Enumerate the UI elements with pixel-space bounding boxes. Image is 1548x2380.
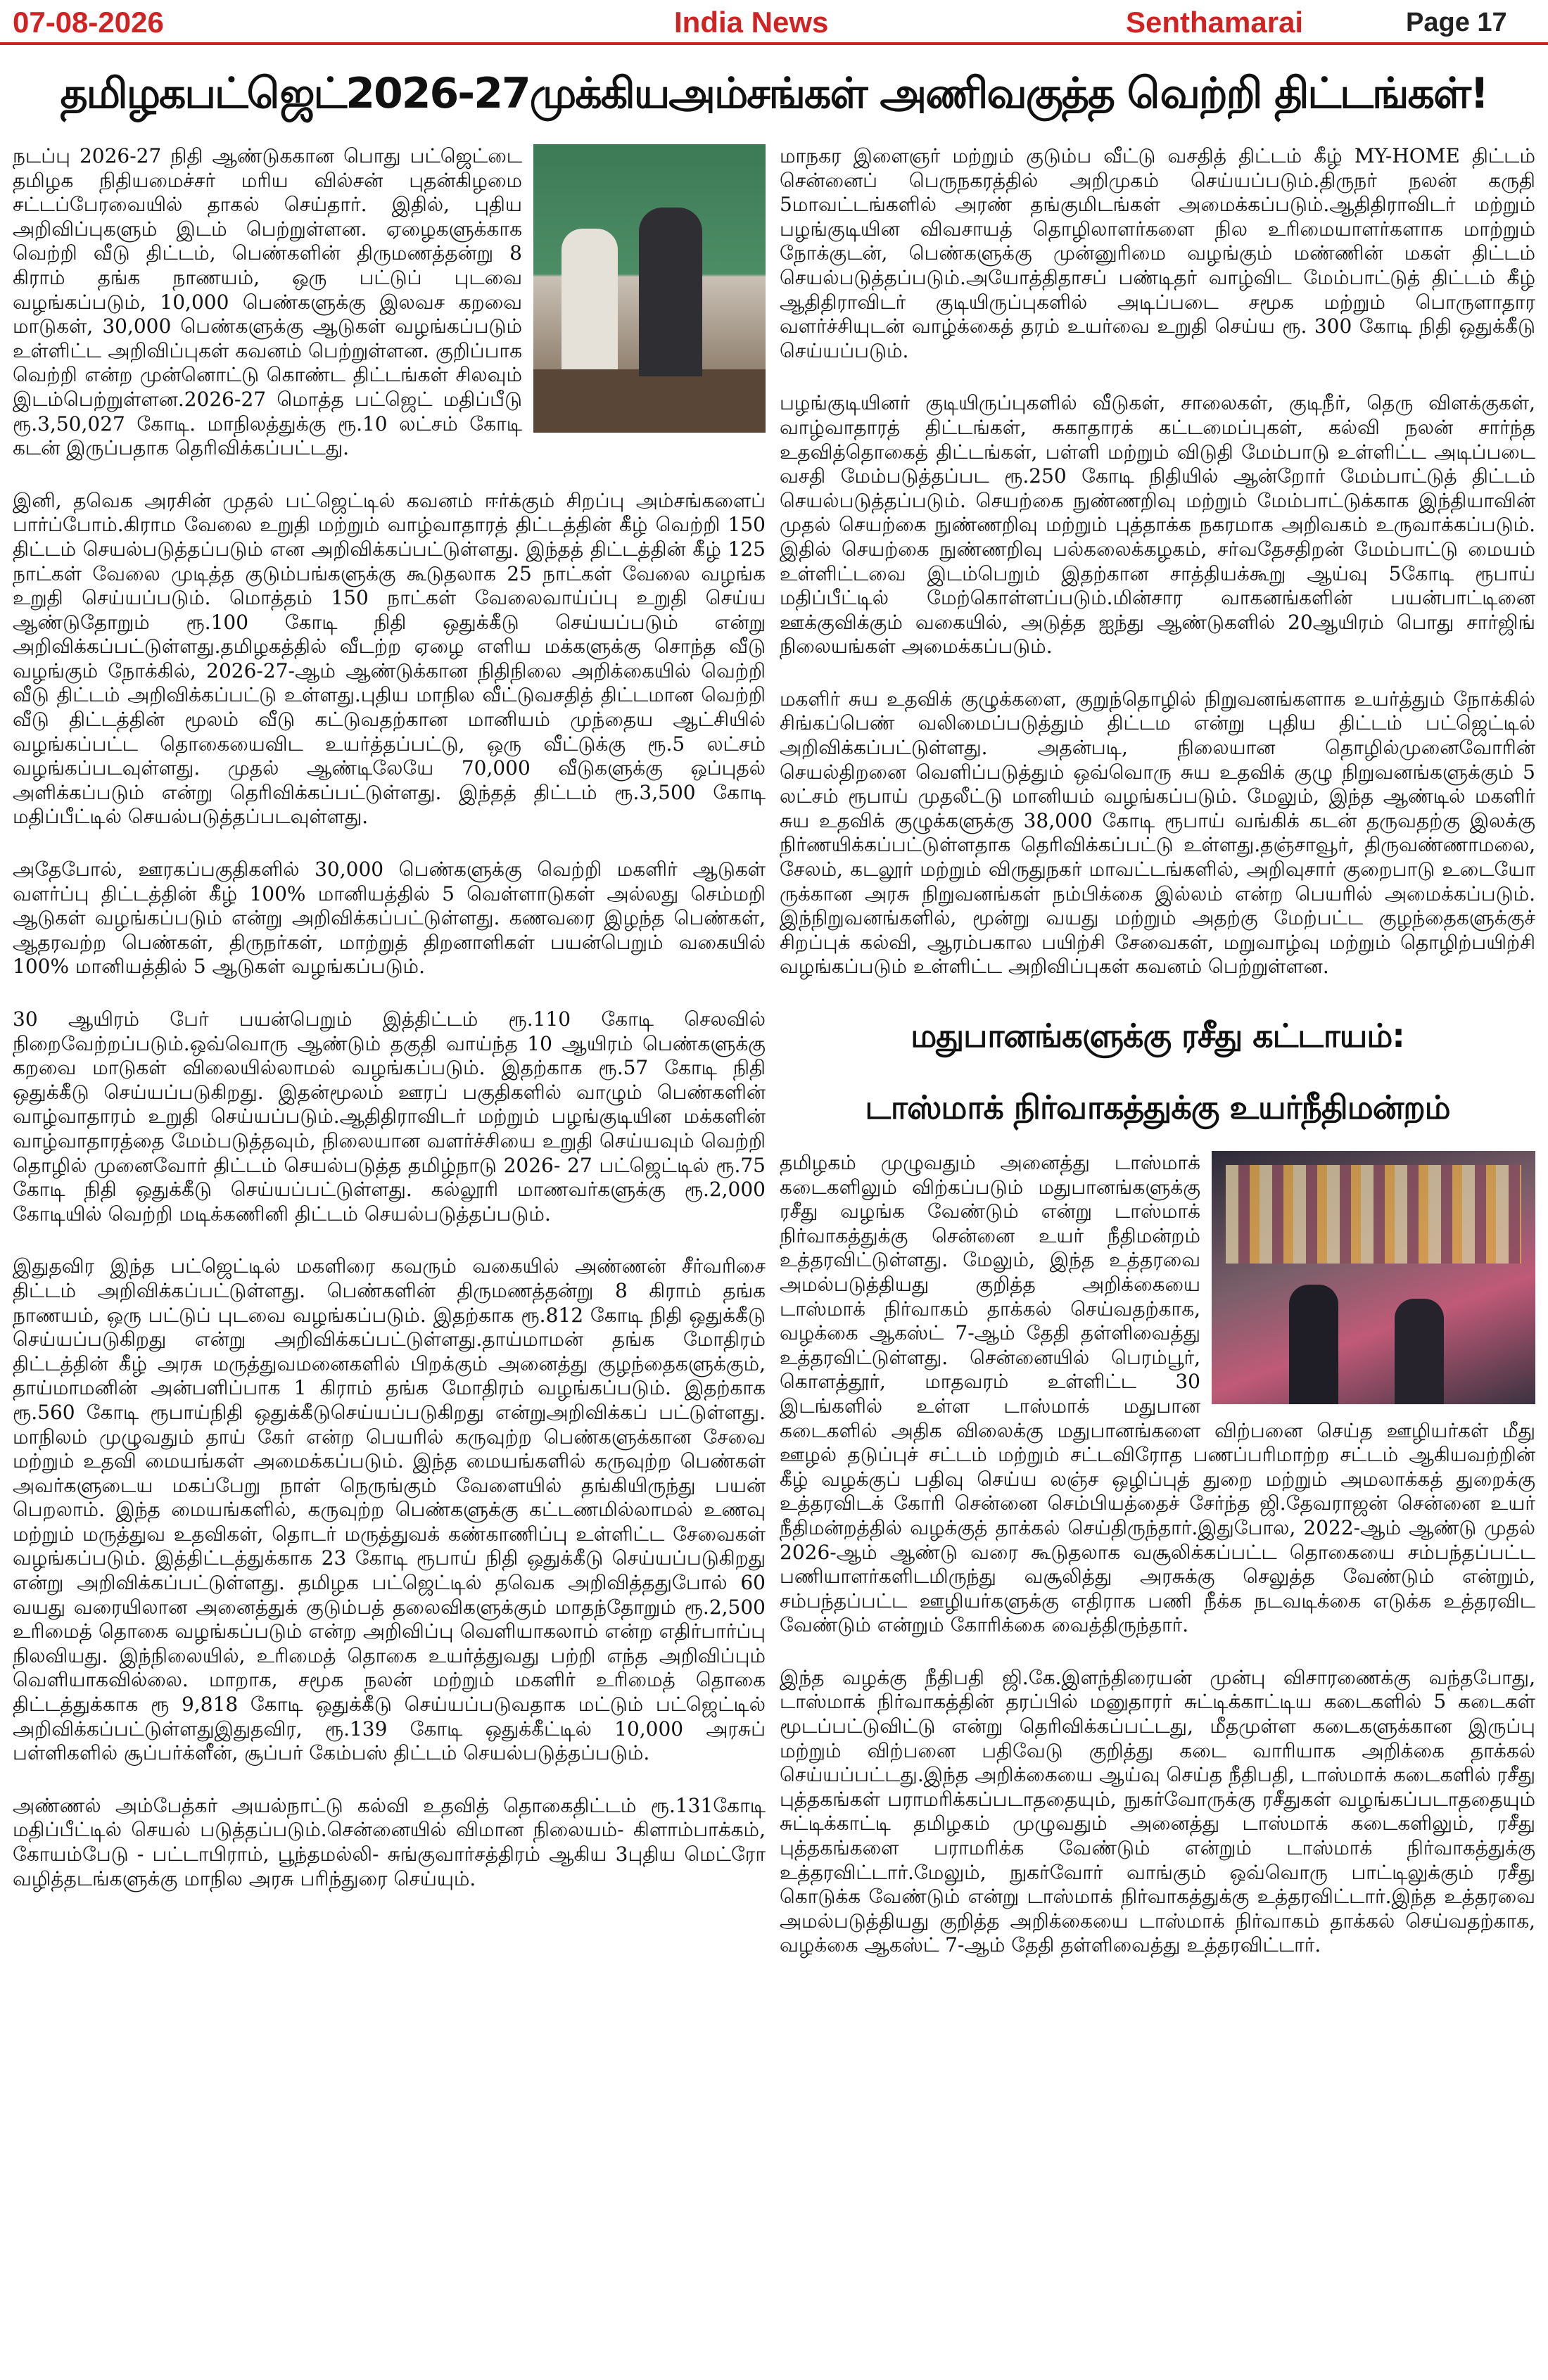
page-header xyxy=(0,0,1548,46)
photo-person-shape xyxy=(1395,1299,1444,1404)
issue-date: 07-08-2026 xyxy=(13,6,164,39)
article-paragraph: அதேபோல், ஊரகப்பகுதிகளில் 30,000 பெண்களுக்கு வெற்றி மகளிர் ஆடுகள் வளர்ப்பு திட்டத்தின் கீழ் 100% மானியத்தில் 5 வெள்ளாடுகள் அல்லது செம்மறி ஆடுகள் வழங்கப்படும் என்று அறிவிக்கப்பட்டுள்ளது. கணவரை இழந்த பெண்கள், ஆதரவற்ற பெண்கள், திருநர்கள், மாற்றுத் திறனாளிகள் பயன்பெறும் வகையில் 100% மானியத்தில் 5 ஆடுகள் வழங்கப்படும். xyxy=(13,858,766,979)
assembly-budget-presentation-photo xyxy=(533,144,766,433)
paper-name: Senthamarai xyxy=(1126,6,1304,39)
photo-shelves-shape xyxy=(1226,1165,1521,1264)
photo-person-shape xyxy=(639,208,702,376)
article-paragraph: இதுதவிர இந்த பட்ஜெட்டில் மகளிரை கவரும் வகையில் அண்ணன் சீர்வரிசை திட்டம் அறிவிக்கப்பட்டுள்ளது. பெண்களின் திருமணத்தன்று 8 கிராம் தங்க நாணயம், ஒரு பட்டுப் புடவை வழங்கப்படும். இதற்காக ரூ.812 கோடி நிதி ஒதுக்கீடு செய்யப்படுகிறது என்று அறிவிக்கப்பட்டுள்ளது.தாய்மாமன் தங்க மோதிரம் திட்டத்தின் கீழ் அரசு மருத்துவமனைகளில் பிறக்கும் அனைத்து குழந்தைகளுக்கும், தாய்மாமனின் அன்பளிப்பாக 1 கிராம் தங்க மோதிரம் வழங்கப்படும். இதற்காக ரூ.560 கோடி ரூபாய்நிதி ஒதுக்கீடுசெய்யப்படுகிறது என்றுஅறிவிக்கப் பட்டுள்ளது. மாநிலம் முழுவதும் தாய் கேர் என்ற பெயரில் கருவுற்ற பெண்களுக்கான சேவை மற்றும் உதவி மையங்கள் அமைக்கப்படும். இந்த மையங்களில் கருவுற்ற பெண்கள் அவர்களுடைய மகப்பேறு நாள் நெருங்கும் வேளையில் தங்கியிருந்து பயன் பெறலாம். இந்த மையங்களில், கருவுற்ற பெண்களுக்கு கட்டணமில்லாமல் உணவு மற்றும் மருத்துவ உதவிகள், தொடர் மருத்துவக் கண்காணிப்பு உள்ளிட்ட சேவைகள் வழங்கப்படும். இத்திட்டத்துக்காக 23 கோடி ரூபாய் நிதி ஒதுக்கீடு செய்யப்படுகிறது என்று அறிவிக்கப்பட்டுள்ளது. தமிழக பட்ஜெட்டில் தவெக அறிவித்ததுபோல் 60 வயது வரையிலான அனைத்துக் குடும்பத் தலைவிகளுக்கும் மாதந்தோறும் ரூ.2,500 உரிமைத் தொகை வழங்கப்படும் என்ற அறிவிப்பு வெளியாகலாம் என்ற எதிர்பார்ப்பு நிலவியது. இந்நிலையில், உரிமைத் தொகை உயர்த்துவது பற்றி எந்த அறிவிப்பும் வெளியாகவில்லை. மாறாக, சமூக நலன் மற்றும் மகளிர் உரிமைத் தொகை திட்டத்துக்காக ரூ 9,818 கோடி ஒதுக்கீடு செய்யப்படுவதாக மட்டும் பட்ஜெட்டில் அறிவிக்கப்பட்டுள்ளதுஇதுதவிர, ரூ.139 கோடி ஒதுக்கீட்டில் 10,000 அரசுப் பள்ளிகளில் சூப்பர்க்ளீன், சூப்பர் கேம்பஸ் திட்டம் செயல்படுத்தப்படும். xyxy=(13,1254,766,1765)
article-paragraph: பழங்குடியினர் குடியிருப்புகளில் வீடுகள், சாலைகள், குடிநீர், தெரு விளக்குகள், வாழ்வாதாரத் திட்டங்கள், சுகாதாரக் கட்டமைப்புகள், கல்வி நலன் சார்ந்த உதவித்தொகைத் திட்டங்கள், பள்ளி மற்றும் விடுதி மேம்பாடு உள்ளிட்ட அடிப்படை வசதி மேம்படுத்தப்பட ரூ.250 கோடி நிதியில் ஆன்றோர் மேம்பாட்டுத் திட்டம் செயல்படுத்தப்படும். செயற்கை நுண்ணறிவு மற்றும் மேம்பாட்டுக்காக இந்தியாவின் முதல் செயற்கை நுண்ணறிவு மற்றும் புத்தாக்க நகரமாக அறிவகம் உருவாக்கப்படும். இதில் செயற்கை நுண்ணறிவு பல்கலைக்கழகம், சர்வதேசதிறன் மேம்பாட்டு மையம் உள்ளிட்டவை இடம்பெறும் இதற்கான சாத்தியக்கூறு ஆய்வு 5கோடி ரூபாய் மதிப்பீட்டில் மேற்கொள்ளப்படும்.மின்சார வாகனங்களின் பயன்பாட்டினை ஊக்குவிக்கும் வகையில், அடுத்த ஐந்து ஆண்டுகளில் 20ஆயிரம் பொது சார்ஜிங் நிலையங்கள் அமைக்கப்படும். xyxy=(780,391,1535,658)
article2-headline-line2: டாஸ்மாக் நிர்வாகத்துக்கு உயர்நீதிமன்றம் xyxy=(865,1088,1450,1126)
article-paragraph: தமிழகம் முழுவதும் அனைத்து டாஸ்மாக் கடைகளிலும் விற்கப்படும் மதுபானங்களுக்கு ரசீது வழங்க வேண்டும் என்று டாஸ்மாக் நிர்வாகத்துக்கு சென்னை உயர் நீதிமன்றம் உத்தரவிட்டுள்ளது. மேலும், இந்த உத்தரவை அமல்படுத்தியது குறித்த அறிக்கையை டாஸ்மாக் நிர்வாகம் தாக்கல் செய்வதற்காக, வழக்கை ஆகஸ்ட் 7-ஆம் தேதி தள்ளிவைத்து உத்தரவிட்டுள்ளது. சென்னையில் பெரம்பூர், கொளத்தூர், மாதவரம் உள்ளிட்ட 30 இடங்களில் உள்ள டாஸ்மாக் மதுபான கடைகளில் அதிக விலைக்கு மதுபானங்களை விற்பனை செய்த ஊழியர்கள் மீது ஊழல் தடுப்புச் சட்டம் மற்றும் சட்டவிரோத பணப்பரிமாற்ற சட்டம் ஆகியவற்றின் கீழ் வழக்குப் பதிவு செய்ய லஞ்ச ஒழிப்புத் துறை மற்றும் அமலாக்கத் துறைக்கு உத்தரவிடக் கோரி சென்னை செம்பியத்தைச் சேர்ந்த ஜி.தேவராஜன் சென்னை உயர் நீதிமன்றத்தில் வழக்குத் தாக்கல் செய்திருந்தார்.இதுபோல, 2022-ஆம் ஆண்டு முதல் 2026-ஆம் ஆண்டு வரை கூடுதலாக வசூலிக்கப்பட்ட தொகையை சம்பந்தப்பட்ட பணியாளர்களிடமிருந்து வசூலித்து அரசுக்கு செலுத்த வேண்டும் என்றும், சம்பந்தப்பட்ட ஊழியர்களுக்கு எதிராக பணி நீக்க நடவடிக்கை எடுக்க உத்தரவிட வேண்டும் என்றும் கோரிக்கை வைத்திருந்தார். xyxy=(780,1151,1535,1637)
article-paragraph: மாநகர இளைஞர் மற்றும் குடும்ப வீட்டு வசதித் திட்டம் கீழ் MY-HOME திட்டம் சென்னைப் பெருநகரத்தில் அறிமுகம் செய்யப்படும்.திருநர் நலன் கருதி 5மாவட்டங்களில் அரண் தங்குமிடங்கள் அமைக்கப்படும்.ஆதிதிராவிடர் மற்றும் பழங்குடியின விவசாயத் தொழிலாளர்களை நில உரிமையாளர்களாக மாற்றும் நோக்குடன், பெண்களுக்கு முன்னுரிமை வழங்கும் மண்ணின் மகள் திட்டம் செயல்படுத்தப்படும்.அயோத்திதாசப் பண்டிதர் வாழ்விட மேம்பாட்டுத் திட்டம் கீழ் ஆதிதிராவிடர் குடியிருப்புகளில் அடிப்படை சமூக மற்றும் பொருளாதார வளர்ச்சியுடன் வாழ்க்கைத் தரம் உயர்வை உறுதி செய்ய ரூ. 300 கோடி நிதி ஒதுக்கீடு செய்யப்படும். xyxy=(780,144,1535,362)
photo-person-shape xyxy=(1289,1285,1338,1404)
header-rule xyxy=(0,42,1548,45)
column-left xyxy=(13,144,766,2374)
page-number: Page 17 xyxy=(1406,8,1507,37)
photo-person-shape xyxy=(562,229,618,369)
article-paragraph: அண்ணல் அம்பேத்கர் அயல்நாட்டு கல்வி உதவித் தொகைதிட்டம் ரூ.131கோடி மதிப்பீட்டில் செயல் படுத்தப்படும்.சென்னையில் விமான நிலையம்- கிளாம்பாக்கம், கோயம்பேடு - பட்டாபிராம், பூந்தமல்லி- சுங்குவார்சத்திரம் ஆகிய 3புதிய மெட்ரோ வழித்தடங்களுக்கு மாநில அரசு பரிந்துரை செய்யும். xyxy=(13,1793,766,1890)
liquor-shop-crowd-photo xyxy=(1212,1151,1535,1404)
publication-name: India News xyxy=(674,6,829,39)
article-paragraph: இந்த வழக்கு நீதிபதி ஜி.கே.இளந்திரையன் முன்பு விசாரணைக்கு வந்தபோது, டாஸ்மாக் நிர்வாகத்தின் தரப்பில் மனுதாரர் சுட்டிக்காட்டிய கடைகளில் 5 கடைகள் மூடப்பட்டுவிட்டு என்று தெரிவிக்கப்பட்டது, மீதமுள்ள கடைகளுக்கான இருப்பு மற்றும் விற்பனை பதிவேடு குறித்து கடை வாரியாக அறிக்கை தாக்கல் செய்யப்பட்டது.இந்த அறிக்கையை ஆய்வு செய்த நீதிபதி, டாஸ்மாக் கடைகளில் ரசீது புத்தகங்கள் பராமரிக்கப்படாததையும், நுகர்வோருக்கு ரசீதுகள் வழங்கப்படாததையும் சுட்டிக்காட்டி தமிழகம் முழுவதும் அனைத்து டாஸ்மாக் கடைகளிலும், ரசீது புத்தகங்களை பராமரிக்க வேண்டும் என்றும் டாஸ்மாக் நிர்வாகத்துக்கு உத்தரவிட்டார்.மேலும், நுகர்வோர் வாங்கும் ஒவ்வொரு பாட்டிலுக்கும் ரசீது கொடுக்க வேண்டும் என்று டாஸ்மாக் நிர்வாகத்துக்கு உத்தரவிட்டார்.இந்த உத்தரவை அமல்படுத்தியது குறித்த அறிக்கையை டாஸ்மாக் நிர்வாகம் தாக்கல் செய்வதற்காக, வழக்கை ஆகஸ்ட் 7-ஆம் தேதி தள்ளிவைத்து உத்தரவிட்டார். xyxy=(780,1665,1535,1957)
article-paragraph: 30 ஆயிரம் பேர் பயன்பெறும் இத்திட்டம் ரூ.110 கோடி செலவில் நிறைவேற்றப்படும்.ஒவ்வொரு ஆண்டும் தகுதி வாய்ந்த 10 ஆயிரம் பெண்களுக்கு கறவை மாடுகள் விலையில்லாமல் வழங்கப்படும். இதற்காக ரூ.57 கோடி நிதி ஒதுக்கீடு செய்யப்படுகிறது. இதன்மூலம் ஊரப் பகுதிகளில் வாழும் பெண்களின் வாழ்வாதாரம் உறுதி செய்யப்படும்.ஆதிதிராவிடர் மற்றும் பழங்குடியின மக்களின் வாழ்வாதாரத்தை மேம்படுத்தவும், நிலையான வளர்ச்சியை உறுதி செய்யவும் வெற்றி தொழில் முனைவோர் திட்டம் செயல்படுத்த தமிழ்நாடு 2026- 27 பட்ஜெட்டில் ரூ.75 கோடி நிதி ஒதுக்கீடு செய்யப்பட்டுள்ளது. கல்லூரி மாணவர்களுக்கு ரூ.2,000 கோடியில் வெற்றி மடிக்கணினி திட்டம் செயல்படுத்தப்படும். xyxy=(13,1007,766,1226)
column-right xyxy=(780,144,1535,2374)
photo-desk-shape xyxy=(533,369,766,433)
article-paragraph: நடப்பு 2026-27 நிதி ஆண்டுககான பொது பட்ஜெட்டை தமிழக நிதியமைச்சர் மரிய வில்சன் புதன்கிழமை சட்டப்பேரவையில் தாகல் செய்தார். இதில், புதிய அறிவிப்புகளும் இடம் பெற்றுள்ளன. ஏழைகளுக்காக வெற்றி வீடு திட்டம், பெண்களின் திருமணத்தன்று 8 கிராம் தங்க நாணயம், ஒரு பட்டுப் புடவை வழங்கப்படும், 10,000 பெண்களுக்கு இலவச கறவை மாடுகள், 30,000 பெண்களுக்கு ஆடுகள் வழங்கப்படும் உள்ளிட்ட அறிவிப்புகள் கவனம் பெற்றுள்ளன. குறிப்பாக வெற்றி என்ற முன்னொட்டு கொண்ட திட்டங்கள் சிலவும் இடம்பெற்றுள்ளன.2026-27 மொத்த பட்ஜெட் மதிப்பீடு ரூ.3,50,027 கோடி. மாநிலத்துக்கு ரூ.10 லட்சம் கோடி கடன் இருப்பதாக தெரிவிக்கப்பட்டது. xyxy=(13,144,522,460)
article-paragraph: மகளிர் சுய உதவிக் குழுக்களை, குறுந்தொழில் நிறுவனங்களாக உயர்த்தும் நோக்கில் சிங்கப்பெண் வலிமைப்படுத்தும் திட்டம என்று புதிய திட்டம் பட்ஜெட்டில் அறிவிக்கப்பட்டுள்ளது. அதன்படி, நிலையான தொழில்முனைவோரின் செயல்திறனை வெளிப்படுத்தும் ஒவ்வொரு சுய உதவிக் குழு நிறுவனங்களுக்கும் 5 லட்சம் ரூபாய் முதலீட்டு மானியம் வழங்கப்படும். மேலும், இந்த ஆண்டில் மகளிர் சுய உதவிக் குழுக்களுக்கு 38,000 கோடி ரூபாய் வங்கிக் கடன் தருவதற்கு இலக்கு நிர்ணயிக்கப்பட்டுள்ளதாக தெரிவிக்கப்பட்டு உள்ளது.தஞ்சாவூர், திருவண்ணாமலை, சேலம், கடலூர் மற்றும் விருதுநகர் மாவட்டங்களில், அறிவுசார் குறைபாடு உடையோ ருக்கான அரசு நிறுவனங்கள் நம்பிக்கை இல்லம் என்ற பெயரில் அமைக்கப்படும். இந்நிறுவனங்களில், மூன்று வயது மற்றும் அதற்கு மேற்பட்ட குழந்தைகளுக்குச் சிறப்புக் கல்வி, ஆரம்பகால பயிற்சி சேவைகள், மறுவாழ்வு மற்றும் தொழிற்பயிற்சி வழங்கப்படும் உள்ளிட்ட அறிவிப்புகள் கவனம் பெற்றுள்ளன. xyxy=(780,687,1535,979)
article-paragraph: இனி, தவெக அரசின் முதல் பட்ஜெட்டில் கவனம் ஈர்க்கும் சிறப்பு அம்சங்களைப் பார்ப்போம்.கிராம வேலை உறுதி மற்றும் வாழ்வாதாரத் திட்டத்தின் கீழ் வெற்றி 150 திட்டம் செயல்படுத்தப்படும் என அறிவிக்கப்பட்டுள்ளது. இந்தத் திட்டத்தின் கீழ் 125 நாட்கள் வேலை முடித்த குடும்பங்களுக்கு கூடுதலாக 25 நாட்கள் வேலை வழங்க உறுதி செய்யப்படும். மொத்தம் 150 நாட்கள் வேலைவாய்ப்பு உறுதி செய்ய ஆண்டுதோறும் ரூ.100 கோடி நிதி ஒதுக்கீடு செய்யப்படும் என்று அறிவிக்கப்பட்டுள்ளது.தமிழகத்தில் வீடற்ற ஏழை எளிய மக்களுக்கு சொந்த வீடு வழங்கும் நோக்கில், 2026-27-ஆம் ஆண்டுக்கான நிதிநிலை அறிக்கையில் வெற்றி வீடு திட்டம் அறிவிக்கப்பட்டு உள்ளது.புதிய மாநில வீட்டுவசதித் திட்டமான வெற்றி வீடு திட்டத்தின் மூலம் வீடு கட்டுவதற்கான மானியம் முந்தைய ஆட்சியில் வழங்கப்பட்ட தொகையைவிட உயர்த்தப்பட்டு, ஒரு வீட்டுக்கு ரூ.5 லட்சம் வழங்கப்படவுள்ளது. முதல் ஆண்டிலேயே 70,000 வீடுகளுக்கு ஒப்புதல் அளிக்கப்படும் என்று தெரிவிக்கப்பட்டுள்ளது. இந்தத் திட்டம் ரூ.3,500 கோடி மதிப்பீட்டில் செயல்படுத்தப்படவுள்ளது. xyxy=(13,488,766,829)
article2-headline-line1: மதுபானங்களுக்கு ரசீது கட்டாயம்: xyxy=(911,1017,1404,1055)
main-headline: தமிழகபட்ஜெட்2026-27முக்கியஅம்சங்கள் அணிவகுத்த வெற்றி திட்டங்கள்! xyxy=(60,69,1488,118)
